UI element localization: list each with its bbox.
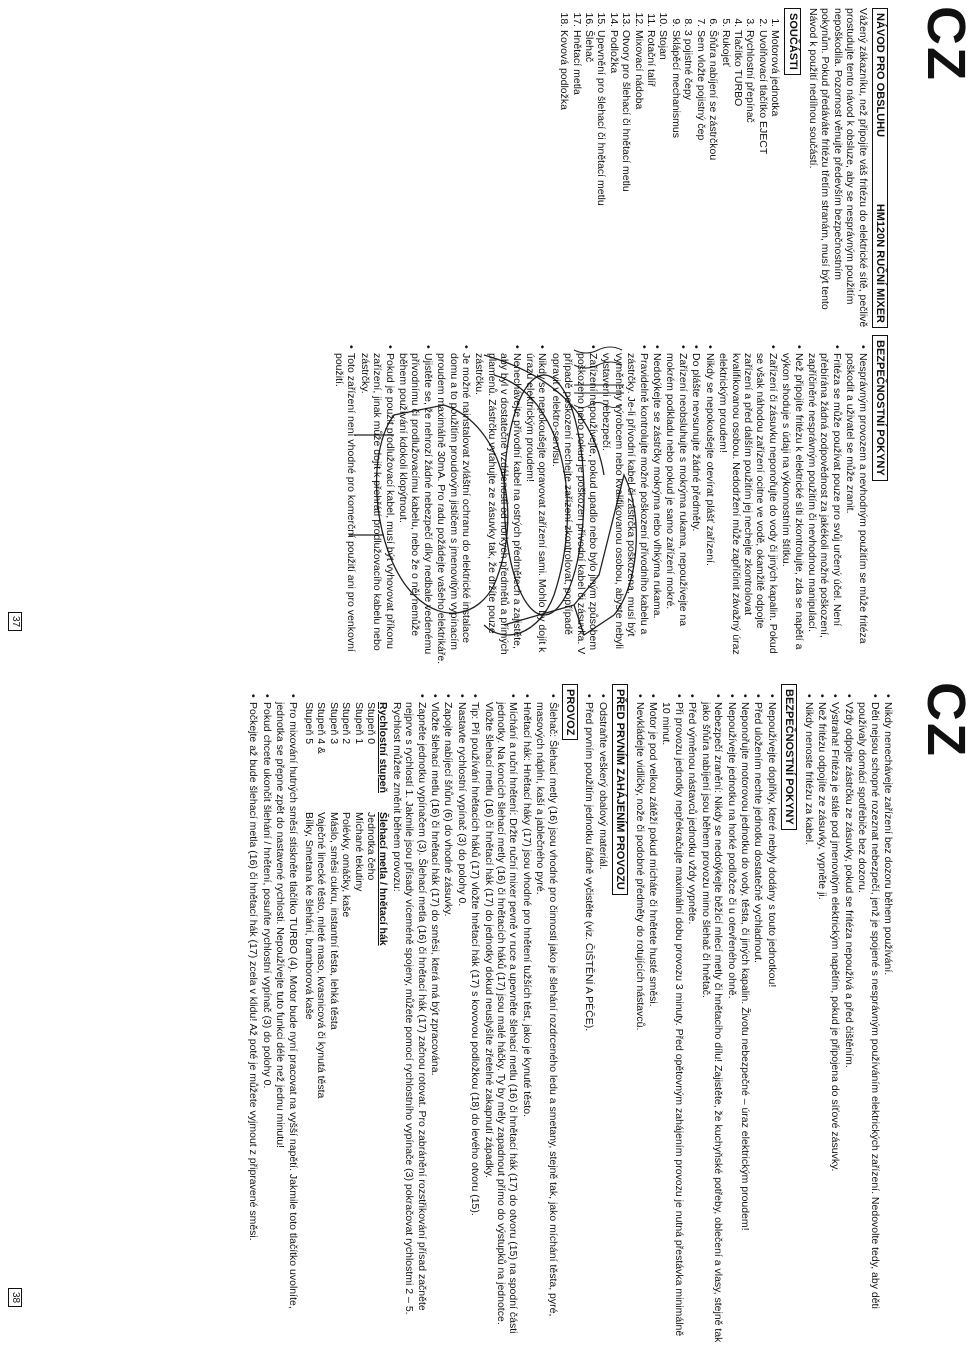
part-item: 5. Rukojeť — [719, 30, 731, 328]
speed-usage: Vaječné linecké těsto, mleté maso, kvasnicová či kynutá těsta — [315, 812, 328, 1099]
first-use-list — [583, 684, 609, 1344]
safety-item: • Zařízení nepoužívejte, pokud upadlo nebo bylo jiným způsobem poškozeno nebo pokud je poškozen přívodní kabel či zásuvka. V případě poškození nechejte zařízení zkontrolovat, popřípadě opravit v elektro-servisu. — [549, 345, 599, 665]
safety-item: • Ujistěte se, že nehrozí žádné nebezpečí díky nedbale vedenému přívodnímu či prodlužovacímu kabelu, nebo že o něj nemůže během používání kdokoli klopýtnout. — [397, 345, 434, 665]
operation-item: • Pro mixování hutných směsí stiskněte tlačítko TURBO (4). Motor bude nyní pracovat na vyšší napětí. Jakmile toto tlačítko uvolníte, jednotka se přepne zpět do nastavené rychlosti. Nepoužívejte tuto funkci déle než jednu minutu! — [274, 694, 299, 1344]
speed-col-header: Rychlostní stupeň — [377, 702, 390, 794]
safety-item: • Nikdy se nepokoušejte opravovat zařízení sami. Mohlo by dojít k úrazu elektrickým proudem! — [524, 345, 549, 665]
general-item: • Nikdy nenechávejte zařízení bez dozoru během používání. — [882, 694, 894, 1344]
part-item: 7. Sem vložte pojistný čep — [694, 30, 706, 328]
page-38 — [0, 676, 976, 1351]
operation-item: • Tip: Při používání hnětacích háků (17) vložte hnětací hák (17) s kovovou podložkou (18) do levého otvoru (15). — [469, 694, 481, 1344]
speed-usage: Bílky, Smetana ke šlehání, bramborová kaše — [302, 812, 315, 1020]
safety-item: • Nebezpečí zranění: Nikdy se nedotýkejte běžící mlecí metly či hnětacího dílu! Zajistěte, že kuchyňské potřeby, oblečení a vlasy, stejně tak jako šňůra nabíjení jsou během provozu mimo šlehač či hnětač. — [699, 694, 724, 1344]
part-item: 6. Šňůra nabíjení se zástrčkou — [707, 30, 719, 328]
safety-item: • Před uložením nechte jednotku dostatečně vychladnout. — [752, 694, 764, 1344]
header-bar — [872, 8, 888, 328]
part-item: 2. Uvolňovací tlačítko EJECT — [756, 30, 768, 328]
language-code: CZ — [916, 682, 976, 758]
safety-item: • Neponořujte motorovou jednotku do vody, těsta, či jiných kapalin. Životu nebezpečné – úraz elektrickým proudem! — [739, 694, 751, 1344]
first-use-heading: PŘED PRVNÍM ZAHÁJENÍM PROVOZU — [612, 684, 628, 895]
part-item: 13. Otvory pro šlehací či hnětací metlu — [620, 30, 632, 328]
language-code: CZ — [916, 6, 976, 82]
page-number: 38 — [8, 1288, 22, 1307]
operation-item: • Míchání a ruční hnětení: Držte ruční mixer pevně v ruce a upevněte šlehací metlu (16) či hnětací hák (17) do otvoru (15) na spodní části jednotky. Na koncích šlehací metly (16) či hnětacích háků (17) jsou malé háčky. Ty by měly zapadnout přímo do výstupků na jednotce. Vložte šlehací metlu (16) či hnětací hák (17) do jednotky dokud neuslyšíte zřetelné zakapnutí západky. — [482, 694, 519, 1344]
part-item: 18. Kovová podložka — [558, 30, 570, 328]
operation-item: • Zapojte nabíjecí šňůru (6) do vhodné zásuvky. — [442, 694, 454, 1344]
safety-item: • Nesprávným provozem a nevhodným použitím se může fritéza poškodit a uživatel se může zranit. — [844, 345, 869, 665]
speed-level: Stupeň 2 — [340, 702, 353, 745]
content-column — [246, 684, 894, 1344]
operation-item: • Počkejte až bude šlehací metla (16) či hnětací hák (17) zcela v klidu! Až poté je můžete vyjmout z připravené směsi. — [247, 694, 259, 1344]
safety-item: • Toto zařízení není vhodné pro komerční použití ani pro venkovní použití. — [333, 345, 358, 665]
part-item: 9. Sklápěcí mechanismus — [670, 30, 682, 328]
speed-table — [303, 702, 390, 1344]
left-column — [558, 8, 892, 328]
general-item: • Vždy odpojte zástrčku ze zásuvky, pokud se fritéza nepoužívá a před čištěním. — [842, 694, 854, 1344]
safety-item: • Nenechávejte přívodní kabel na ostrých předmětech a zajistěte, aby byl v dostatečné vzdálenosti od horkých předmětů a přímých plamenů. Zástrčku vytahujte ze zásuvky tak, že držíte pouze zástrčku. — [473, 345, 523, 665]
part-item: 1. Motorová jednotka — [769, 30, 781, 328]
operation-item: • Šlehač: Šlehací metly (16) jsou vhodné pro činnosti jako je šlehání rozdrceného ledu a smetany, stejně tak, jako míchání těsta, pyré, masových náplní, kaší a jablečného pyré. — [534, 694, 559, 1344]
part-item: 10. Stojan — [657, 30, 669, 328]
operation-item: • Pokud chcete ukončit šlehání / hnětení, posuňte rychlostní vypínač (3) do polohy 0. — [260, 694, 272, 1344]
part-item: 8. 3 pojistné čepy — [682, 30, 694, 328]
part-item: 4. Tlačítko TURBO — [732, 30, 744, 328]
speed-usage: Míchané tekutiny — [352, 812, 365, 892]
header-model: HM120N RUČNÍ MIXER — [874, 203, 886, 323]
safety-item: • Nikdy se nepokoušejte otevírat plášť zařízení. — [703, 345, 715, 665]
safety-item: • Pokud je použit prodlužovací kabel, musí být vyhovovat příkonu zařízení, jinak může dojít k přehřátí prodlužovacího kabelu nebo zástrčky. — [358, 345, 395, 665]
safety-item: • Než připojíte fritézu k elektrické síti zkontrolujte, zda se napětí a výkon shoduje s údaji na výkonnostním štítku. — [780, 345, 805, 665]
general-item: • Výstraha! Fritéza je stále pod jmenovitým elektrickým napětím, pokud je připojena do síťové zásuvky. — [829, 694, 841, 1344]
safety-item: • Zařízení či zásuvku neponořujte do vody či jiných kapalin. Pokud se však náhodou zařízení ocitne ve vodě, okamžitě odpojte zařízení a před dalším použitím jej nechejte zkontrolovat kvalifikovanou osobou. Nedodržení může zapříčinit závažný úraz elektrickým proudem! — [717, 345, 779, 665]
operation-item: • Nastavte rychlostní vypínač (3) do polohy 0. — [455, 694, 467, 1344]
general-item: • Děti nejsou schopné rozeznat nebezpečí, jenž je spojené s nesprávným používáním elektrických zařízení. Nedovolte tedy, aby děti používaly domácí spotřebiče bez dozoru. — [856, 694, 881, 1344]
safety-item: • Nepoužívejte doplňky, které nebyly dodány s touto jednotkou! — [765, 694, 777, 1344]
speed-col-header: Šlehací metla / hnětací hák — [377, 812, 390, 946]
safety-item: • Fritéza se může používat pouze pro svůj určený účel. Není přebírána žádná zodpovědnost za jakékoli možné poškození, zapříčiněné nesprávným použitím či nevhodnou manipulací. — [806, 345, 843, 665]
right-column — [332, 335, 892, 665]
safety-item: • Zařízení neobsluhujte s mokrýma rukama, nepoužívejte na mokrém podkladu nebo pokud je samo zařízení mokré. — [664, 345, 689, 665]
speed-usage: Jednotka čeho — [364, 812, 377, 881]
operation-item: • Vložte šlehací metlu (16) či hnětací hák (17) do směsi, která má být zpracována. — [429, 694, 441, 1344]
parts-heading: SOUČÁSTI — [784, 8, 800, 75]
general-item: • Než fritézu odpojíte ze zásuvky, vypněte ji. — [816, 694, 828, 1344]
safety-item: • Při provozu jednotky nepřekračujte maximální dobu provozu 3 minuty. Před opětovným zahájením provozu je nutná přestávka minimálně 10 minut. — [660, 694, 685, 1344]
intro-text: Vážený zákazníku, než připojíte váš fritézu do elektrické sítě, pečlivě prostudujte tento návod k obsluze, aby se nesprávným použitím nepoškodila. Pozornost věnujte především bezpečnostním pokynům. Pokud předáváte fritézu třetím stranám, musí být tento Návod k použití nedílnou součástí. — [806, 8, 869, 328]
operation-list — [390, 684, 558, 1344]
part-item: 12. Mixovací nádoba — [632, 30, 644, 328]
operation-item: • Zapněte jednotku vypínačem (3). Šlehací metla (16) či hnětací hák (17) začnou rotovat. Pro zabránění rozstřikování přísad začněte nejprve s rychlostí 1. Jakmile jsou přísady víceméně spojeny, můžete pomocí rychlostního vypínače (3) pokračovat rychlostmi 2 – 5. Rychlost můžete změnit během provozu: — [390, 694, 427, 1344]
safety-item: • Před výměnou nástavců jednotku vždy vypněte. — [686, 694, 698, 1344]
safety-item: • Pravidelně kontrolujte možné poškození přívodního kabelu a zástrčky. Je-li přívodní kabel či zástrčka poškozena, musí být vyměněny výrobcem nebo kvalifikovanou osobou, abyste nebyli vystaveni nebezpečí. — [600, 345, 650, 665]
safety-heading: BEZPEČNOSTNÍ POKYNY — [872, 335, 888, 481]
speed-level: Stupeň 3 — [327, 702, 340, 745]
first-use-item: • Odstraňte veškerý obalový materiál. — [596, 694, 608, 1344]
safety-item: • Je možné nainstalovat zvláštní ochranu do elektrické instalace domu a to použitím proudovým jističem s jmenovitým vypínacím proudem maximálně 30mA. Pro radu požádejte vašeho elektrikáře. — [435, 345, 472, 665]
operation-heading: PROVOZ — [562, 684, 578, 740]
safety-list — [333, 335, 869, 665]
speed-level: Stupeň 1 — [352, 702, 365, 745]
first-use-item: • Před prvním použitím jednotku řádně vyčistěte (viz. ČIŠTĚNÍ A PÉČE). — [583, 694, 595, 1344]
speed-level: Stupeň 5 — [302, 702, 315, 745]
part-item: 11. Rotační talíř — [645, 30, 657, 328]
safety-heading: BEZPEČNOSTNÍ POKYNY — [781, 684, 797, 830]
speed-usage: Polévky, omáčky, kaše — [340, 812, 353, 918]
operation-item: • Hnětací hák: Hnětací háky (17) jsou vhodné pro hnětení tužších těst, jako je kynuté těsto. — [520, 694, 532, 1344]
part-item: 15. Upevnění pro šlehací či hnětací metlu — [595, 30, 607, 328]
part-item: 14. Podložka — [607, 30, 619, 328]
safety-item: • Do plášte nevsunujte žádné předměty. — [690, 345, 702, 665]
header-title: NÁVOD PRO OBSLUHU — [874, 13, 886, 138]
operation-end-list — [247, 684, 299, 1344]
speed-usage: Máslo, směsi cukru, instantní těsta, lehká těsta — [327, 812, 340, 1030]
speed-level: Stupeň 4 & — [315, 702, 328, 754]
safety-item: • Motor je pod velkou zátěží pokud mícháte či hnětete husté směsi. — [647, 694, 659, 1344]
part-item: 17. Hnětací metla — [570, 30, 582, 328]
parts-list — [558, 8, 781, 328]
general-item: • Nikdy nenoste fritézu za kabel. — [802, 694, 814, 1344]
safety-item: • Nedotýkejte se zástrčky mokrýma nebo vlhkýma rukama. — [651, 345, 663, 665]
safety-item: • Nepoužívejte jednotku na horké podložce či u otevřeného ohně. — [725, 694, 737, 1344]
part-item: 16. Šlehač — [583, 30, 595, 328]
safety-list — [633, 684, 777, 1344]
bullets-top — [802, 684, 894, 1344]
speed-level: Stupeň 0 — [364, 702, 377, 745]
safety-item: • Nevkládejte vidličky, nože či podobné předměty do rotujících nástavců. — [633, 694, 645, 1344]
part-item: 3. Rychlostní přepínač — [744, 30, 756, 328]
page-number: 37 — [8, 612, 22, 631]
